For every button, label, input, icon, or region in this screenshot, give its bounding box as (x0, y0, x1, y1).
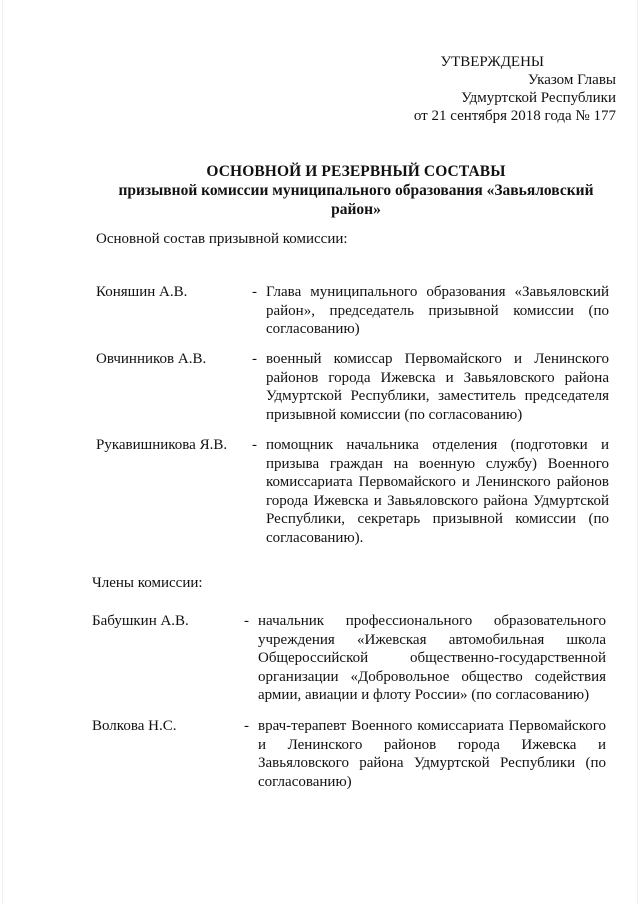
member-description: помощник начальника отделения (подготовки и призыва граждан на военную службу) Военного комиссариата Первомайского и Ленинского районов города Ижевска и Завьяловского района Удмуртской Республики, секретарь призывной комиссии (по согласованию). (266, 437, 609, 546)
member-entry (96, 436, 618, 548)
member-name: Бабушкин А.В. (92, 613, 189, 629)
document-title: ОСНОВНОЙ И РЕЗЕРВНЫЙ СОСТАВЫ (206, 163, 506, 180)
member-dash: - (252, 284, 257, 300)
scan-edge-mark-left (2, 0, 3, 905)
member-entry (96, 283, 618, 339)
member-description: Глава муниципального образования «Завьяловский район», председатель призывной комиссии (по согласованию) (266, 284, 609, 337)
approval-title: УТВЕРЖДЕНЫ (440, 54, 544, 70)
member-entry (96, 350, 618, 424)
member-name: Рукавишникова Я.В. (96, 437, 228, 453)
scan-edge-mark-right (637, 0, 638, 905)
member-dash: - (244, 613, 249, 629)
document-subtitle: призывной комиссии муниципального образования «Завьяловский район» (118, 182, 594, 218)
member-dash: - (252, 351, 257, 367)
member-entry (92, 717, 614, 793)
member-name: Коняшин А.В. (96, 284, 188, 300)
document-title-block (96, 162, 616, 219)
member-entry (92, 612, 614, 704)
main-staff-heading: Основной состав призывной комиссии: (96, 231, 348, 247)
member-dash: - (252, 437, 257, 453)
approval-decree-line: Указом Главы (527, 72, 616, 88)
commission-members-heading: Члены комиссии: (92, 575, 203, 591)
member-name: Овчинников А.В. (96, 351, 207, 367)
approval-date-line: от 21 сентября 2018 года № 177 (413, 108, 616, 124)
member-name: Волкова Н.С. (92, 718, 177, 734)
approval-republic-line: Удмуртской Республики (461, 90, 616, 106)
member-description: начальник профессионального образовательного учреждения «Ижевская автомобильная школа Общероссийской общественно-государственной организации «Добровольное общество содействия армии, авиации и флоту России» (по согласованию) (258, 613, 606, 703)
member-description: военный комиссар Первомайского и Ленинского районов города Ижевска и Завьяловского района Удмуртской Республики, заместитель председателя призывной комиссии (по согласованию) (266, 351, 609, 423)
member-dash: - (244, 718, 249, 734)
approval-stamp-block (380, 53, 616, 125)
member-description: врач-терапевт Военного комиссариата Первомайского и Ленинского районов города Ижевска и Завьяловского района Удмуртской Республики (по согласованию) (258, 718, 606, 790)
